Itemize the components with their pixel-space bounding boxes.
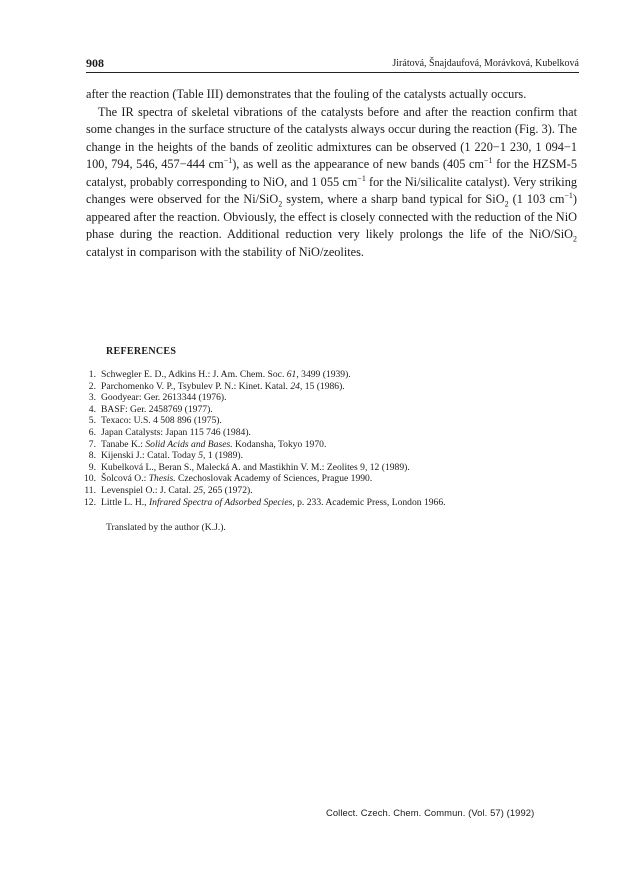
journal-footer: Collect. Czech. Chem. Commun. (Vol. 57) (1992) (326, 807, 535, 818)
superscript: −1 (484, 155, 493, 165)
reference-item (78, 485, 583, 497)
reference-number: 2. (88, 380, 96, 392)
reference-text-part: , p. 233. Academic Press, London 1966. (292, 496, 446, 508)
reference-text-part: Šolcová O.: (101, 473, 149, 485)
reference-text (101, 381, 345, 393)
reference-item (78, 462, 583, 474)
reference-text-part: Levenspiel O.: J. Catal. (101, 484, 194, 496)
text-segment: The IR spectra of skeletal vibrations of the catalysts before and after the reaction confirm that some changes in the surface structure of the catalysts always occur during the reaction (Fig. 3). The change in the heights of the bands of zeolitic admixtures can be observed (1 220−1 230, 1 094−1 100, 794, 546, 457−444 cm (86, 104, 577, 171)
reference-item (78, 473, 583, 485)
reference-text-part: Japan Catalysts: Japan 115 746 (1984). (101, 426, 251, 438)
translation-note: Translated by the author (K.J.). (106, 522, 226, 533)
reference-text-part: Kodansha, Tokyo 1970. (232, 438, 327, 450)
reference-text (101, 485, 253, 497)
running-head-authors: Jirátová, Šnajdaufová, Morávková, Kubelková (392, 58, 579, 69)
reference-number: 4. (88, 403, 96, 415)
reference-item (78, 415, 583, 427)
reference-text-part: Texaco: U.S. 4 508 896 (1975). (101, 415, 222, 427)
reference-text-part: Kijenski J.: Catal. Today (101, 450, 199, 462)
reference-item (78, 404, 583, 416)
text-segment: for the Ni/silicalite catalyst). Very striking changes were observed for the Ni/SiO (86, 174, 577, 206)
reference-emphasis: Solid Acids and Bases. (145, 438, 233, 450)
text-segment: system, where a sharp band typical for SiO (282, 192, 505, 206)
reference-text-part: BASF: Ger. 2458769 (1977). (101, 403, 213, 415)
reference-emphasis: 5 (198, 450, 204, 462)
paragraph-fouling: after the reaction (Table III) demonstrates that the fouling of the catalysts actually occurs. (86, 87, 527, 101)
reference-number: 9. (88, 461, 96, 473)
reference-number: 11. (84, 484, 96, 496)
reference-text-part: Kubelková L., Beran S., Malecká A. and Mastikhin V. M.: Zeolites 9, 12 (1989). (101, 461, 410, 473)
reference-number: 1. (88, 369, 96, 380)
page-number: 908 (86, 56, 104, 70)
paragraph-ir-spectra (86, 104, 577, 262)
reference-text (101, 415, 222, 427)
reference-item (78, 450, 583, 462)
subscript: 2 (573, 234, 577, 244)
reference-text-part: , 265 (1972). (203, 484, 253, 496)
reference-text (101, 439, 326, 451)
text-segment: (1 103 cm (508, 192, 565, 206)
reference-text (101, 497, 446, 509)
text-segment: catalyst in comparison with the stability of NiO/zeolites. (86, 244, 364, 259)
reference-item (78, 439, 583, 451)
page-header (86, 56, 579, 73)
reference-item (78, 369, 583, 381)
subscript: 2 (504, 199, 509, 209)
reference-number: 5. (88, 415, 96, 427)
reference-number: 3. (88, 392, 96, 404)
references-heading: REFERENCES (106, 346, 177, 357)
reference-emphasis: Thesis. (148, 473, 176, 485)
subscript: 2 (278, 199, 283, 209)
reference-text (101, 462, 410, 474)
references-list (78, 369, 583, 508)
text-segment: ), as well as the appearance of new bands (405 cm (232, 157, 484, 171)
reference-text-part: Goodyear: Ger. 2613344 (1976). (101, 392, 227, 404)
text-segment: for the HZSM-5 catalyst, probably corresponding to NiO, and 1 055 cm (86, 157, 577, 189)
reference-emphasis: 61 (286, 369, 297, 380)
reference-text-part: , 15 (1986). (299, 380, 345, 392)
superscript: −1 (223, 155, 233, 165)
reference-number: 6. (88, 426, 96, 438)
reference-number: 8. (88, 450, 96, 462)
reference-text-part: Little L. H., (101, 496, 149, 508)
reference-text (101, 404, 213, 416)
reference-text-part: , 3499 (1939). (296, 369, 351, 380)
reference-text (101, 427, 251, 439)
text-segment: ) appeared after the reaction. Obviously, the effect is closely connected with the reduction of the NiO phase during the reaction. Additional reduction very likely prolongs the life of the NiO/SiO (86, 192, 578, 241)
reference-item (78, 427, 583, 439)
article-body (86, 86, 577, 261)
reference-item (78, 381, 583, 393)
superscript: −1 (357, 173, 366, 183)
reference-text-part: Parchomenko V. P., Tsybulev P. N.: Kinet. Katal. (101, 380, 291, 392)
reference-number: 7. (88, 438, 96, 450)
reference-text (101, 450, 243, 462)
reference-text-part: Schwegler E. D., Adkins H.: J. Am. Chem. Soc. (101, 369, 287, 380)
superscript: −1 (564, 190, 573, 200)
reference-text-part: Czechoslovak Academy of Sciences, Prague 1990. (175, 473, 373, 485)
reference-text-part: , 1 (1989). (203, 450, 243, 462)
reference-number: 12. (84, 496, 96, 508)
reference-item (78, 497, 583, 509)
reference-text (101, 473, 372, 485)
reference-text-part: Tanabe K.: (101, 438, 146, 450)
reference-emphasis: 25 (193, 484, 204, 496)
reference-emphasis: Infrared Spectra of Adsorbed Species (148, 496, 293, 508)
reference-item (78, 392, 583, 404)
reference-text (101, 392, 227, 404)
reference-number: 10. (84, 473, 96, 485)
reference-text (101, 369, 351, 381)
reference-emphasis: 24 (290, 380, 300, 392)
